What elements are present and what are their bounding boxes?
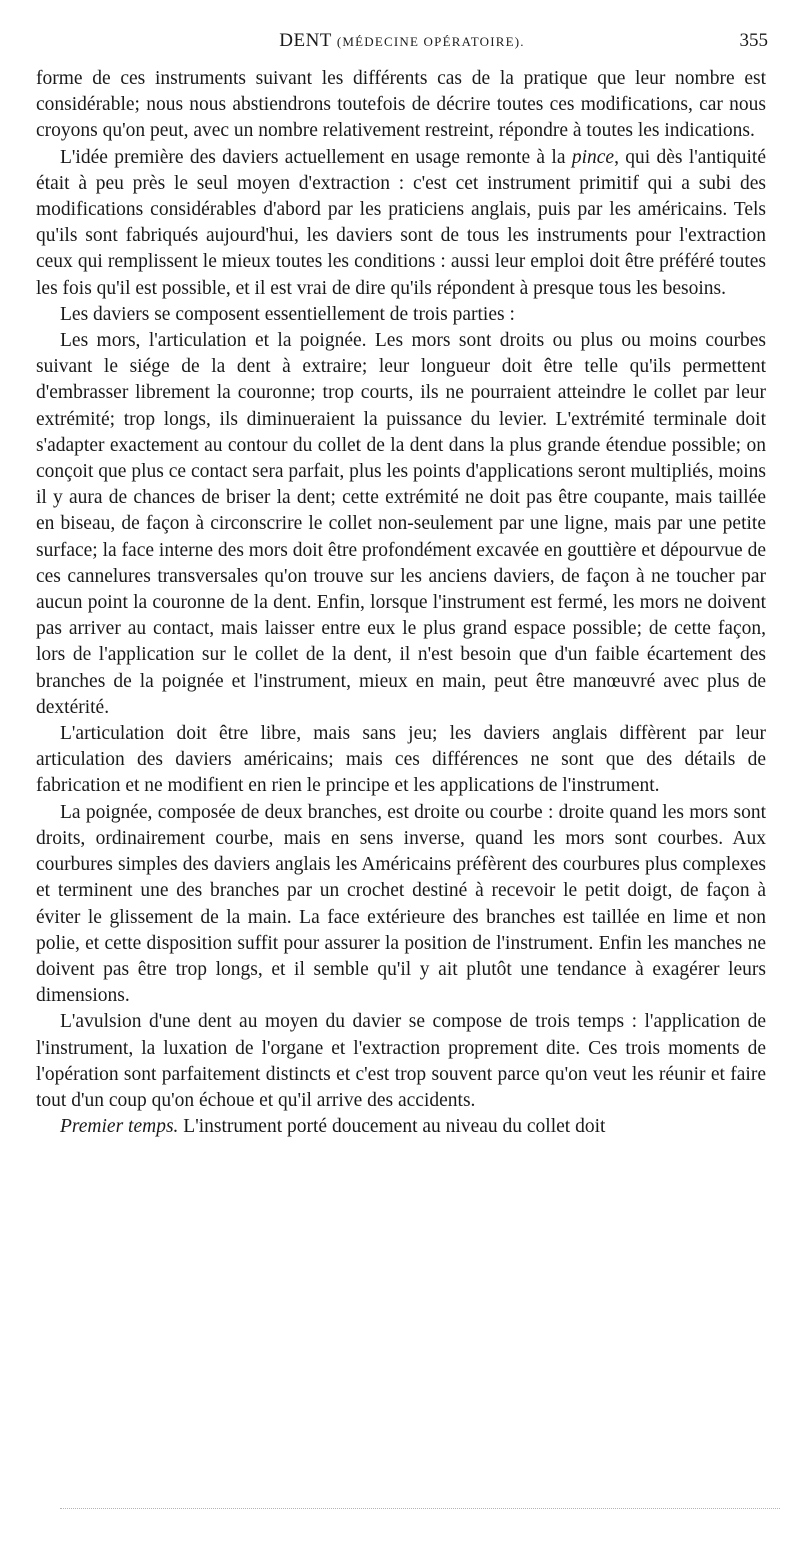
paragraph-4: Les mors, l'articulation et la poignée. Les mors sont droits ou plus ou moins courbes suivant le siége de la dent à extraire; leur longueur doit être telle qu'ils permettent d'embrasser librement la couronne; trop courts, ils ne pourraient atteindre le collet par leur extrémité; trop longs, ils diminueraient la puissance du levier. L'extrémité terminale doit s'adapter exactement au contour du collet de la dent dans la plus grande étendue possible; on conçoit que plus ce contact sera parfait, plus les points d'applications seront multipliés, moins il y aura de chances de briser la dent; cette extrémité ne doit pas être coupante, mais taillée en biseau, de façon à circonscrire le collet non-seulement par une ligne, mais par une petite surface; la face interne des mors doit être profondément excavée en gouttière et dépourvue de ces cannelures transversales qu'on trouve sur les anciens daviers, de façon à ne toucher par aucun point la couronne de la dent. Enfin, lorsque l'instrument est fermé, les mors ne doivent pas arriver au contact, mais laisser entre eux le plus grand espace possible; de cette façon, lors de l'application sur le collet de la dent, il n'est besoin que d'un faible écartement des branches de la poignée et l'instrument, mieux en main, peut être manœuvré avec plus de dextérité. — [36, 330, 766, 718]
running-head — [36, 30, 768, 60]
running-title — [36, 30, 768, 52]
running-title-sub: (MÉDECINE OPÉRATOIRE). — [336, 34, 525, 49]
paragraph-8-text: L'instrument porté doucement au niveau du collet doit — [178, 1116, 606, 1138]
paragraph-2 — [36, 145, 766, 302]
body-text — [36, 66, 766, 1140]
paragraph-6: La poignée, composée de deux branches, est droite ou courbe : droite quand les mors sont droits, ordinairement courbe, mais en sens inverse, quand les mors sont courbes. Aux courbures simples des daviers anglais les Américains préfèrent des courbures plus complexes et terminent une des branches par un crochet destiné à recevoir le petit doigt, de façon à éviter le glissement de la main. La face extérieure des branches est taillée en lime et non polie, et cette disposition suffit pour assurer la position de l'instrument. Enfin les manches ne doivent pas être trop longs, et il semble qu'il y ait plutôt une tendance à exagérer leurs dimensions. — [36, 801, 766, 1007]
paragraph-8 — [36, 1114, 766, 1140]
paragraph-2-start: L'idée première des daviers actuellement en usage remonte à la — [60, 146, 572, 168]
running-title-main: DENT — [279, 30, 332, 51]
paragraph-2-italic-term: pince — [571, 146, 615, 168]
paragraph-3: Les daviers se composent essentiellement de trois parties : — [60, 303, 515, 325]
section-run-in-heading: Premier temps. — [60, 1116, 179, 1138]
paragraph-2-end: , qui dès l'antiquité était à peu près le seul moyen d'extraction : c'est cet instrument primitif qui a subi des modifications considérables d'abord par les praticiens anglais, puis par les américains. Tels qu'ils sont fabriqués aujourd'hui, les daviers sont de tous les instruments pour l'extraction ceux qui remplissent le mieux toutes les conditions : aussi leur emploi doit être préféré toutes les fois qu'il est possible, et il est vrai de dire qu'ils répondent à presque tous les besoins. — [36, 146, 766, 299]
paragraph-1: forme de ces instruments suivant les différents cas de la pratique que leur nombre est considérable; nous nous abstiendrons toutefois de décrire toutes ces modifications, car nous croyons qu'on peut, avec un nombre relativement restreint, répondre à toutes les indications. — [36, 68, 766, 142]
paragraph-7: L'avulsion d'une dent au moyen du davier se compose de trois temps : l'application de l'instrument, la luxation de l'organe et l'extraction proprement dite. Ces trois moments de l'opération sont parfaitement distincts et c'est trop souvent parce qu'on veut les réunir et faire tout d'un coup qu'on échoue et qu'il arrive des accidents. — [36, 1011, 766, 1111]
bottom-print-artifact — [60, 1508, 780, 1509]
paragraph-5: L'articulation doit être libre, mais sans jeu; les daviers anglais diffèrent par leur articulation des daviers américains; mais ces différences ne sont que des détails de fabrication et ne modifient en rien le principe et les applications de l'instrument. — [36, 723, 766, 797]
page-number: 355 — [739, 30, 768, 51]
